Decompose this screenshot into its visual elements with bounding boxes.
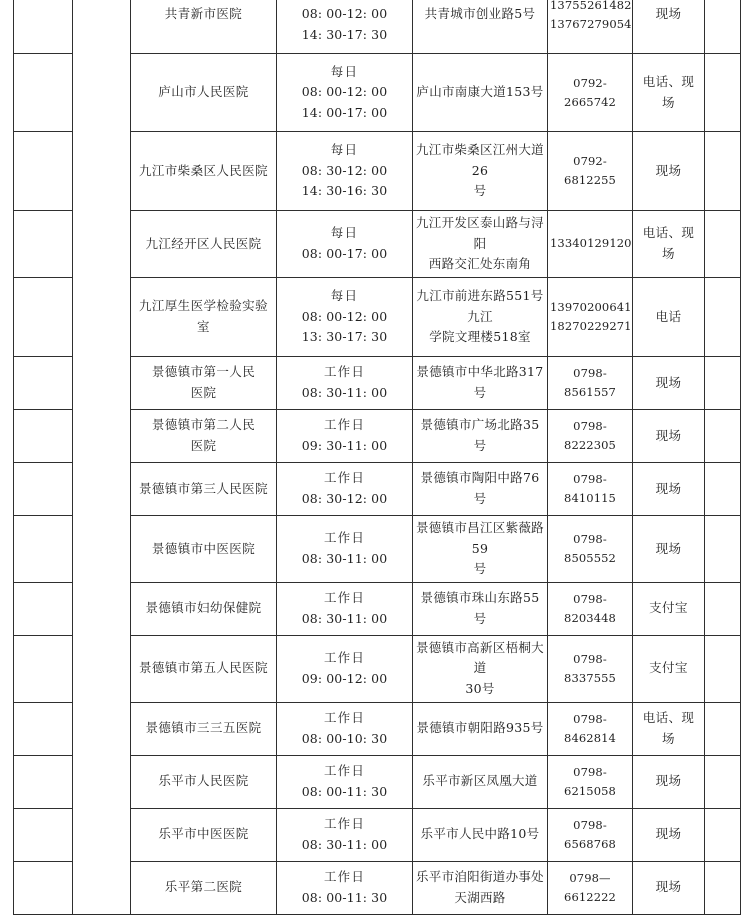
institution-name-cell (131, 462, 277, 515)
extra-cell (705, 277, 741, 356)
text-line: 场 (662, 730, 675, 746)
telephone-cell (548, 861, 633, 914)
sampling-time-cell (277, 462, 413, 515)
institution-name-cell (131, 132, 277, 211)
telephone-cell (548, 54, 633, 132)
extra-cell (705, 409, 741, 462)
address-cell (413, 755, 548, 808)
text-line: 乐平市中医医院 (158, 826, 249, 842)
telephone-cell (548, 277, 633, 356)
address-cell (413, 462, 548, 515)
text-line: 学院文理楼518室 (429, 329, 531, 345)
text-line: 工作日 (323, 417, 366, 433)
institution-name-cell (131, 277, 277, 356)
row-number-cell (14, 132, 73, 211)
institution-name-cell (131, 702, 277, 755)
text-line: 现场 (655, 427, 682, 443)
extra-cell (705, 808, 741, 861)
text-line: 九江厚生医学检验实验 (138, 298, 268, 314)
text-line: 08: 00-11: 30 (301, 783, 388, 799)
text-line: 现场 (655, 480, 682, 496)
extra-cell (705, 462, 741, 515)
row-number-cell (14, 0, 73, 54)
text-line: 0798-8462814 (564, 711, 616, 745)
text-line: 工作日 (323, 364, 366, 380)
text-line: 工作日 (323, 470, 366, 486)
sampling-time-cell (277, 861, 413, 914)
sampling-time-cell (277, 356, 413, 409)
booking-method-cell (633, 808, 705, 861)
text-line: 景德镇市第五人民医院 (138, 660, 268, 676)
address-cell (413, 861, 548, 914)
text-line: 医院 (190, 437, 217, 453)
text-line: 0798-8410115 (564, 471, 616, 505)
text-line: 工作日 (323, 650, 366, 666)
text-line: 景德镇市朝阳路935号 (416, 720, 544, 736)
text-line: 现场 (655, 826, 682, 842)
extra-cell (705, 54, 741, 132)
sampling-time-cell (277, 702, 413, 755)
sampling-time-cell (277, 277, 413, 356)
sampling-time-cell (277, 409, 413, 462)
sampling-time-cell (277, 635, 413, 702)
text-line: 0798-8561557 (564, 365, 616, 399)
address-cell (413, 808, 548, 861)
booking-method-cell (633, 211, 705, 278)
text-line: 景德镇市广场北路35号 (420, 417, 540, 453)
extra-cell (705, 132, 741, 211)
text-line: 每日 (330, 142, 359, 158)
table-row (14, 0, 741, 54)
sampling-time-cell (277, 755, 413, 808)
text-line: 景德镇市中华北路317号 (416, 364, 544, 400)
text-line: 30号 (465, 681, 495, 696)
address-cell (413, 211, 548, 278)
text-line: 景德镇市第二人民 (151, 417, 256, 433)
telephone-cell (548, 356, 633, 409)
row-number-cell (14, 702, 73, 755)
institution-name-cell (131, 808, 277, 861)
row-number-cell (14, 409, 73, 462)
text-line: 14: 00-17: 00 (301, 104, 388, 120)
text-line: 乐平市新区凤凰大道 (422, 773, 538, 789)
text-line: 室 (197, 318, 210, 334)
sampling-time-cell (277, 211, 413, 278)
row-number-cell (14, 808, 73, 861)
text-line: 共青城市创业路5号 (424, 6, 536, 22)
text-line: 工作日 (323, 530, 366, 546)
text-line: 天湖西路 (454, 889, 506, 905)
text-line: 现场 (655, 879, 682, 895)
text-line: 13970200641 (550, 299, 632, 314)
text-line: 工作日 (323, 710, 366, 725)
text-line: 景德镇市三三五医院 (145, 720, 262, 736)
text-line: 支付宝 (649, 600, 688, 616)
text-line: 6612222 (564, 889, 616, 904)
row-number-cell (14, 515, 73, 582)
text-line: 景德镇市陶阳中路76号 (420, 470, 540, 506)
text-line: 08: 00-12: 00 (301, 6, 388, 22)
text-line: 电话、现 (642, 73, 695, 89)
extra-cell (705, 755, 741, 808)
extra-cell (705, 515, 741, 582)
row-number-cell (14, 356, 73, 409)
text-line: 18270229271 (550, 318, 632, 333)
institution-name-cell (131, 211, 277, 278)
address-cell (413, 702, 548, 755)
text-line: 09: 30-11: 00 (301, 437, 388, 453)
text-line: 08: 00-17: 00 (301, 245, 388, 261)
table-body (14, 0, 741, 914)
text-line: 0798-8203448 (564, 591, 616, 625)
testing-institution-table (13, 0, 741, 915)
telephone-cell (548, 635, 633, 702)
institution-name-cell (131, 755, 277, 808)
address-cell (413, 356, 548, 409)
text-line: 共青新市医院 (164, 6, 243, 22)
sampling-time-cell (277, 808, 413, 861)
booking-method-cell (633, 755, 705, 808)
telephone-cell (548, 462, 633, 515)
text-line: 乐平市人民医院 (158, 773, 249, 789)
extra-cell (705, 211, 741, 278)
address-cell (413, 582, 548, 635)
booking-method-cell (633, 54, 705, 132)
extra-cell (705, 356, 741, 409)
text-line: 现场 (655, 6, 682, 22)
text-line: 0798-8337555 (564, 651, 616, 685)
text-line: 0798-8222305 (564, 418, 616, 452)
text-line: 0792-2665742 (564, 75, 616, 109)
row-number-cell (14, 755, 73, 808)
text-line: 08: 30-12: 00 (301, 162, 388, 178)
sampling-time-cell (277, 0, 413, 54)
booking-method-cell (633, 277, 705, 356)
text-line: 08: 00-11: 30 (301, 889, 388, 905)
text-line: 14: 30-16: 30 (301, 183, 388, 199)
institution-name-cell (131, 635, 277, 702)
text-line: 景德镇市中医医院 (151, 540, 256, 556)
booking-method-cell (633, 515, 705, 582)
text-line: 九江市柴桑区人民医院 (138, 162, 268, 178)
address-cell (413, 409, 548, 462)
text-line: 庐山市南康大道153号 (416, 84, 544, 100)
text-line: 乐平市洎阳街道办事处 (415, 869, 544, 884)
text-line: 09: 00-12: 00 (301, 670, 388, 686)
sampling-time-cell (277, 515, 413, 582)
address-cell (413, 0, 548, 54)
text-line: 景德镇市第三人民医院 (138, 480, 268, 496)
text-line: 0798-6568768 (564, 817, 616, 851)
text-line: 景德镇市妇幼保健院 (145, 600, 262, 616)
text-line: 0798-8505552 (564, 531, 616, 565)
region-cell (73, 0, 131, 914)
text-line: 医院 (190, 384, 217, 400)
row-number-cell (14, 861, 73, 914)
text-line: 08: 30-11: 00 (301, 610, 388, 626)
telephone-cell (548, 515, 633, 582)
institution-name-cell (131, 54, 277, 132)
text-line: 08: 00-10: 30 (301, 730, 388, 746)
institution-name-cell (131, 861, 277, 914)
text-line: 景德镇市昌江区紫薇路59 (415, 519, 544, 556)
text-line: 0792-6812255 (564, 154, 616, 187)
text-line: 景德镇市珠山东路55号 (420, 590, 540, 626)
sampling-time-cell (277, 582, 413, 635)
text-line: 场 (662, 94, 675, 110)
booking-method-cell (633, 702, 705, 755)
text-line: 支付宝 (649, 660, 688, 676)
text-line: 西路交汇处东南角 (428, 256, 532, 272)
text-line: 13767279054 (550, 16, 632, 31)
text-line: 每日 (330, 63, 359, 79)
extra-cell (705, 0, 741, 54)
row-number-cell (14, 582, 73, 635)
text-line: 每日 (330, 287, 359, 303)
text-line: 08: 30-11: 00 (301, 550, 388, 566)
institution-name-cell (131, 356, 277, 409)
telephone-cell (548, 755, 633, 808)
row-number-cell (14, 54, 73, 132)
telephone-cell (548, 702, 633, 755)
text-line: 乐平市人民中路10号 (420, 826, 540, 842)
row-number-cell (14, 635, 73, 702)
text-line: 14: 30-17: 30 (301, 26, 388, 42)
extra-cell (705, 635, 741, 702)
text-line: 08: 00-12: 00 (301, 308, 388, 324)
telephone-cell (548, 211, 633, 278)
text-line: 乐平第二医院 (164, 879, 243, 895)
extra-cell (705, 582, 741, 635)
text-line: 13340129120 (550, 236, 632, 251)
text-line: 现场 (655, 162, 682, 178)
telephone-cell (548, 409, 633, 462)
telephone-cell (548, 132, 633, 211)
text-line: 工作日 (323, 816, 366, 831)
booking-method-cell (633, 861, 705, 914)
text-line: 电话、现 (642, 710, 695, 725)
sampling-time-cell (277, 132, 413, 211)
booking-method-cell (633, 132, 705, 211)
booking-method-cell (633, 462, 705, 515)
address-cell (413, 132, 548, 211)
telephone-cell (548, 0, 633, 54)
institution-name-cell (131, 409, 277, 462)
extra-cell (705, 861, 741, 914)
text-line: 08: 30-12: 00 (301, 490, 388, 506)
text-line: 景德镇市第一人民 (151, 364, 256, 380)
text-line: 电话 (655, 308, 682, 324)
booking-method-cell (633, 582, 705, 635)
text-line: 九江市柴桑区江州大道26 (415, 142, 544, 178)
text-line: 13: 30-17: 30 (301, 329, 388, 345)
text-line: 九江市前进东路551号九江 (416, 287, 544, 324)
text-line: 08: 00-12: 00 (301, 84, 388, 100)
address-cell (413, 277, 548, 356)
text-line: 13755261482 (550, 0, 632, 12)
row-number-cell (14, 462, 73, 515)
text-line: 现场 (655, 773, 682, 789)
text-line: 08: 30-11: 00 (301, 384, 388, 400)
text-line: 现场 (655, 540, 682, 556)
institution-name-cell (131, 582, 277, 635)
institution-name-cell (131, 0, 277, 54)
text-line: 庐山市人民医院 (158, 84, 249, 100)
text-line: 0798— (569, 870, 611, 885)
row-number-cell (14, 277, 73, 356)
text-line: 九江经开区人民医院 (145, 235, 262, 251)
extra-cell (705, 702, 741, 755)
text-line: 号 (473, 183, 487, 199)
institution-name-cell (131, 515, 277, 582)
address-cell (413, 515, 548, 582)
booking-method-cell (633, 409, 705, 462)
text-line: 号 (473, 561, 487, 577)
text-line: 电话、现 (642, 225, 695, 241)
sampling-time-cell (277, 54, 413, 132)
booking-method-cell (633, 356, 705, 409)
row-number-cell (14, 211, 73, 278)
booking-method-cell (633, 635, 705, 702)
text-line: 08: 30-11: 00 (301, 836, 388, 852)
telephone-cell (548, 808, 633, 861)
text-line: 每日 (330, 225, 359, 241)
address-cell (413, 635, 548, 702)
text-line: 现场 (655, 374, 682, 390)
text-line: 场 (662, 245, 675, 261)
text-line: 工作日 (323, 869, 366, 884)
telephone-cell (548, 582, 633, 635)
text-line: 工作日 (323, 590, 366, 606)
booking-method-cell (633, 0, 705, 54)
text-line: 工作日 (323, 763, 366, 778)
text-line: 九江开发区泰山路与浔阳 (415, 215, 544, 251)
address-cell (413, 54, 548, 132)
text-line: 景德镇市高新区梧桐大道 (415, 639, 544, 676)
text-line: 0798-6215058 (564, 764, 616, 798)
